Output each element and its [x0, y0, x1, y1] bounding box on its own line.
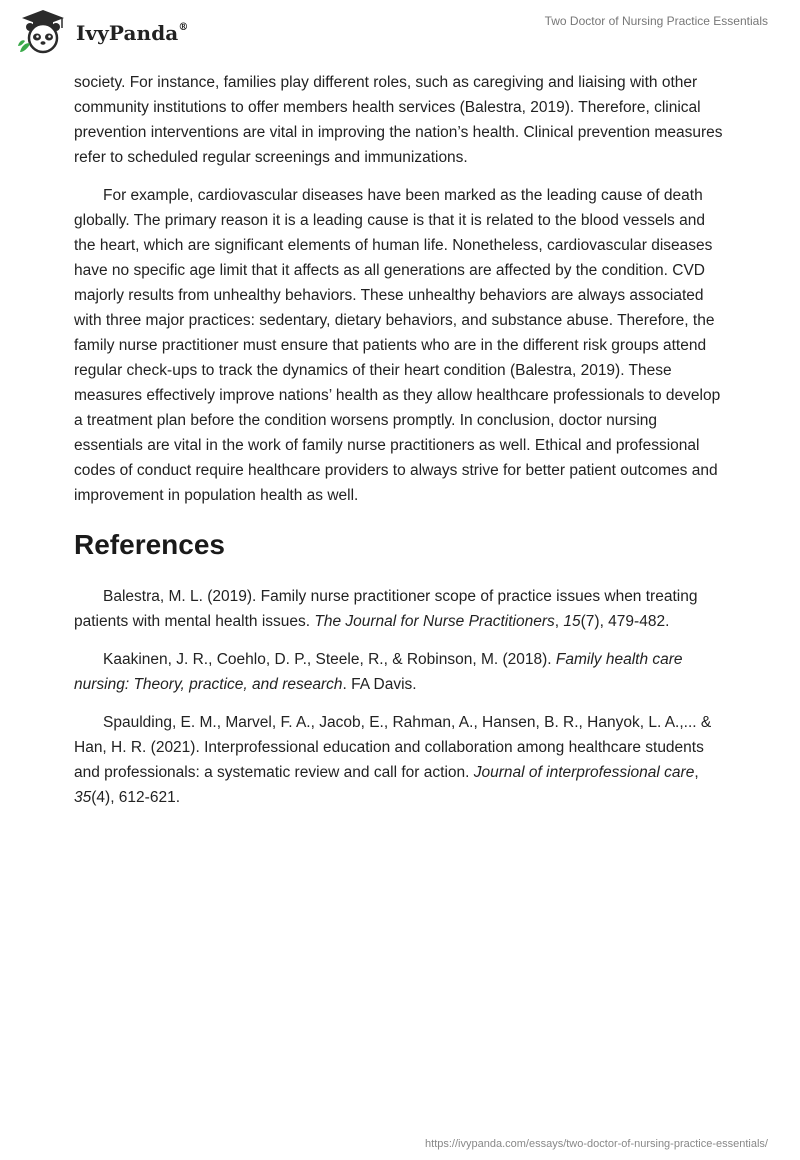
references-heading: References	[74, 529, 225, 560]
registered-mark: ®	[178, 22, 189, 34]
reference-volume: 15	[563, 613, 581, 630]
brand-name: IvyPanda®	[76, 21, 189, 45]
essay-content	[74, 70, 730, 823]
reference-item: Balestra, M. L. (2019). Family nurse practitioner scope of practice issues when treating patients with mental health issues. The Journal for Nurse Practitioners, 15(7), 479-482.	[74, 588, 698, 630]
reference-item: Spaulding, E. M., Marvel, F. A., Jacob, E., Rahman, A., Hansen, B. R., Hanyok, L. A.,... & Han, H. R. (2021). Interprofessional education and collaboration among healthcare students and professionals: a systematic review and call for action. Journal of interprofessional care, 35(4), 612-621.	[74, 714, 712, 806]
ivypanda-logo[interactable]	[14, 8, 188, 56]
reference-volume: 35	[74, 789, 92, 806]
source-url-link[interactable]: https://ivypanda.com/essays/two-doctor-of-nursing-practice-essentials/	[425, 1138, 768, 1150]
reference-journal: Journal of interprofessional care	[473, 764, 695, 781]
body-paragraph-1: society. For instance, families play different roles, such as caregiving and liaising with other community institutions to offer members health services (Balestra, 2019). Therefore, clinical prevention interventions are vital in improving the nation’s health. Clinical prevention measures refer to scheduled regular screenings and immunizations.	[74, 74, 723, 166]
body-paragraph-2: For example, cardiovascular diseases have been marked as the leading cause of death globally. The primary reason it is a leading cause is that it is related to the blood vessels and the heart, which are significant elements of human life. Nonetheless, cardiovascular diseases have no specific age limit that it affects as all generations are affected by the condition. CVD majorly results from unhealthy behaviors. These unhealthy behaviors are always associated with three major practices: sedentary, dietary behaviors, and substance abuse. Therefore, the family nurse practitioner must ensure that patients who are in the different risk groups attend regular check-ups to track the dynamics of their heart condition (Balestra, 2019). These measures effectively improve nations’ health as they allow healthcare professionals to develop a treatment plan before the condition worsens promptly. In conclusion, doctor nursing essentials are vital in the work of family nurse practitioners as well. Ethical and professional codes of conduct require healthcare providers to always strive for better patient outcomes and improvement in population health as well.	[74, 187, 721, 504]
reference-journal: The Journal for Nurse Practitioners	[314, 613, 555, 630]
document-title: Two Doctor of Nursing Practice Essentials	[544, 14, 768, 28]
reference-book-title: Family health care nursing: Theory, practice, and research	[74, 651, 683, 693]
page-header	[0, 0, 800, 64]
panda-logo-icon	[14, 8, 72, 56]
reference-item: Kaakinen, J. R., Coehlo, D. P., Steele, R., & Robinson, M. (2018). Family health care nursing: Theory, practice, and research. FA Davis.	[74, 651, 683, 693]
